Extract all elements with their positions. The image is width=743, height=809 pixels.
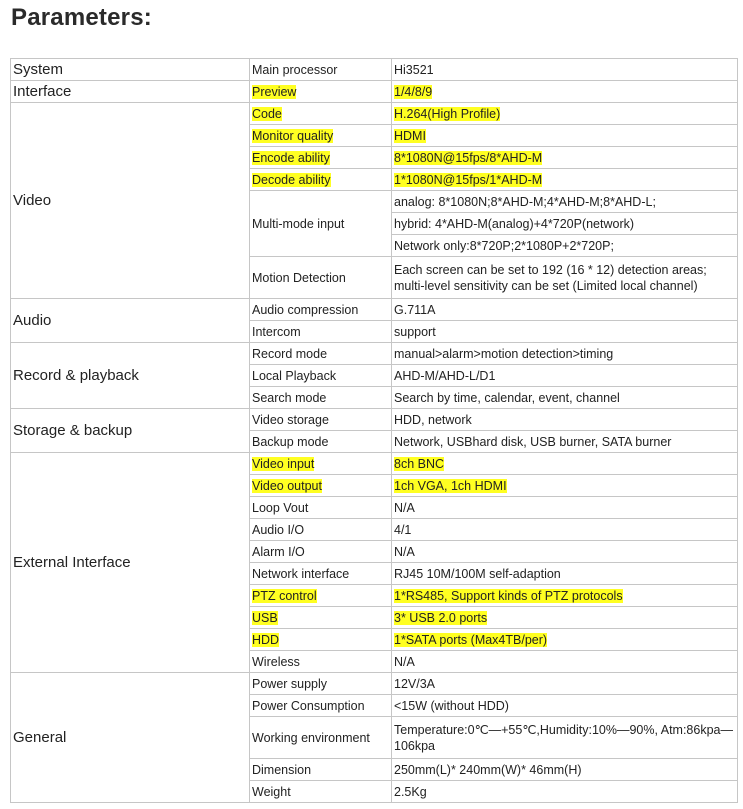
parameter-label [250,585,392,607]
parameter-label [250,453,392,475]
parameter-value [392,651,738,673]
parameter-label [250,125,392,147]
parameter-label-text: Working environment [252,730,370,745]
parameter-value [392,81,738,103]
table-row [11,59,738,81]
table-row [11,673,738,695]
category-cell: System [11,59,250,81]
parameter-value-text: N/A [394,544,415,559]
parameter-value [392,169,738,191]
parameter-label-text: Network interface [252,566,350,581]
parameter-value [392,257,738,299]
parameter-value-text: N/A [394,654,415,669]
parameter-value [392,431,738,453]
parameter-value-text: Search by time, calendar, event, channel [394,390,620,405]
category-cell: Video [11,103,250,299]
parameter-label [250,781,392,803]
page-title: Parameters: [11,4,152,31]
category-cell: Audio [11,299,250,343]
parameter-value-text: 8ch BNC [394,456,445,471]
parameter-label [250,81,392,103]
parameter-value-text: 1/4/8/9 [394,84,433,99]
parameter-value-text: 12V/3A [394,676,436,691]
parameter-label [250,673,392,695]
parameter-value [392,103,738,125]
parameter-value [392,585,738,607]
category-cell: Record & playback [11,343,250,409]
parameter-label [250,759,392,781]
parameter-label-text: Audio compression [252,302,359,317]
parameter-value [392,673,738,695]
parameter-label-text: Code [252,106,282,121]
parameter-value-text: 3* USB 2.0 ports [394,610,488,625]
parameter-value-text: Network, USBhard disk, USB burner, SATA burner [394,434,672,449]
parameter-value [392,387,738,409]
parameter-label-text: Alarm I/O [252,544,305,559]
parameter-label [250,257,392,299]
parameter-label-text: Dimension [252,762,312,777]
category-cell: Storage & backup [11,409,250,453]
category-cell: External Interface [11,453,250,673]
parameter-value-text: N/A [394,500,415,515]
parameter-value [392,365,738,387]
parameter-value [392,409,738,431]
parameter-value-text: 1*RS485, Support kinds of PTZ protocols [394,588,623,603]
parameter-value-text: 1*SATA ports (Max4TB/per) [394,632,548,647]
parameter-label-text: Encode ability [252,150,330,165]
table-row [11,81,738,103]
parameter-label [250,409,392,431]
parameter-value-text: manual>alarm>motion detection>timing [394,346,614,361]
parameter-value [392,453,738,475]
parameter-label [250,431,392,453]
parameter-label [250,475,392,497]
parameter-label [250,541,392,563]
parameter-value [392,781,738,803]
parameter-label-text: Weight [252,784,291,799]
parameter-value-text: support [394,324,436,339]
parameter-label [250,299,392,321]
table-row [11,453,738,475]
parameter-value-text: analog: 8*1080N;8*AHD-M;4*AHD-M;8*AHD-L; [394,194,656,209]
parameter-value-text: Each screen can be set to 192 (16 * 12) detection areas; multi-level sensitivity can be set (Limited local channel) [394,262,707,293]
category-cell: General [11,673,250,803]
parameter-value-text: 1ch VGA, 1ch HDMI [394,478,507,493]
parameter-label [250,169,392,191]
parameter-label-text: Monitor quality [252,128,334,143]
table-row [11,409,738,431]
parameter-value [392,541,738,563]
parameter-label-text: Video output [252,478,322,493]
parameter-label [250,321,392,343]
parameter-label-text: Power Consumption [252,698,365,713]
parameter-label-text: Video storage [252,412,329,427]
parameter-value [392,235,738,257]
category-cell: Interface [11,81,250,103]
parameter-label [250,519,392,541]
parameter-label [250,607,392,629]
parameter-value [392,759,738,781]
parameter-label-text: PTZ control [252,588,317,603]
parameter-value [392,475,738,497]
parameter-value [392,629,738,651]
parameter-value [392,717,738,759]
parameter-label-text: HDD [252,632,280,647]
parameter-label [250,147,392,169]
parameter-label-text: Multi-mode input [252,216,345,231]
parameter-value [392,147,738,169]
parameter-value [392,519,738,541]
parameter-label [250,103,392,125]
parameter-label [250,695,392,717]
parameter-value-text: 8*1080N@15fps/8*AHD-M [394,150,543,165]
parameter-label-text: Video input [252,456,315,471]
parameter-label-text: Power supply [252,676,328,691]
parameter-label [250,365,392,387]
parameter-value-text: Network only:8*720P;2*1080P+2*720P; [394,238,614,253]
parameter-value-text: G.711A [394,302,436,317]
parameter-label-text: Loop Vout [252,500,309,515]
parameter-value-text: Temperature:0℃—+55℃,Humidity:10%—90%, Atm:86kpa—106kpa [394,722,733,753]
parameter-value-text: hybrid: 4*AHD-M(analog)+4*720P(network) [394,216,635,231]
parameter-label-text: Main processor [252,62,338,77]
parameter-label [250,59,392,81]
parameter-value-text: 1*1080N@15fps/1*AHD-M [394,172,543,187]
parameter-label-text: Local Playback [252,368,337,383]
parameter-label [250,497,392,519]
parameter-label-text: Preview [252,84,297,99]
parameter-value-text: HDMI [394,128,426,143]
parameter-label-text: USB [252,610,278,625]
parameter-label [250,343,392,365]
parameter-label [250,651,392,673]
parameter-value [392,695,738,717]
parameter-value-text: HDD, network [394,412,472,427]
parameter-value-text: H.264(High Profile) [394,106,501,121]
parameter-label-text: Record mode [252,346,328,361]
parameter-label [250,387,392,409]
parameter-value-text: Hi3521 [394,62,434,77]
parameter-label-text: Decode ability [252,172,331,187]
parameter-value [392,213,738,235]
parameter-value-text: AHD-M/AHD-L/D1 [394,368,496,383]
parameter-value-text: 4/1 [394,522,412,537]
parameter-label [250,191,392,257]
parameter-value [392,191,738,213]
table-row [11,343,738,365]
parameter-value [392,563,738,585]
parameter-label-text: Audio I/O [252,522,305,537]
parameter-label-text: Wireless [252,654,300,669]
parameter-value-text: 250mm(L)* 240mm(W)* 46mm(H) [394,762,582,777]
parameter-label [250,717,392,759]
parameter-label [250,629,392,651]
parameter-label-text: Motion Detection [252,270,346,285]
parameter-label-text: Backup mode [252,434,329,449]
parameter-value [392,497,738,519]
parameter-value [392,125,738,147]
parameters-table [10,58,738,803]
parameter-value [392,321,738,343]
parameter-value [392,343,738,365]
parameter-value-text: 2.5Kg [394,784,427,799]
table-row [11,299,738,321]
parameter-value [392,607,738,629]
parameter-value [392,299,738,321]
parameter-value [392,59,738,81]
parameter-value-text: <15W (without HDD) [394,698,509,713]
table-row [11,103,738,125]
parameter-label-text: Search mode [252,390,327,405]
parameter-value-text: RJ45 10M/100M self-adaption [394,566,561,581]
parameter-label-text: Intercom [252,324,301,339]
parameter-label [250,563,392,585]
